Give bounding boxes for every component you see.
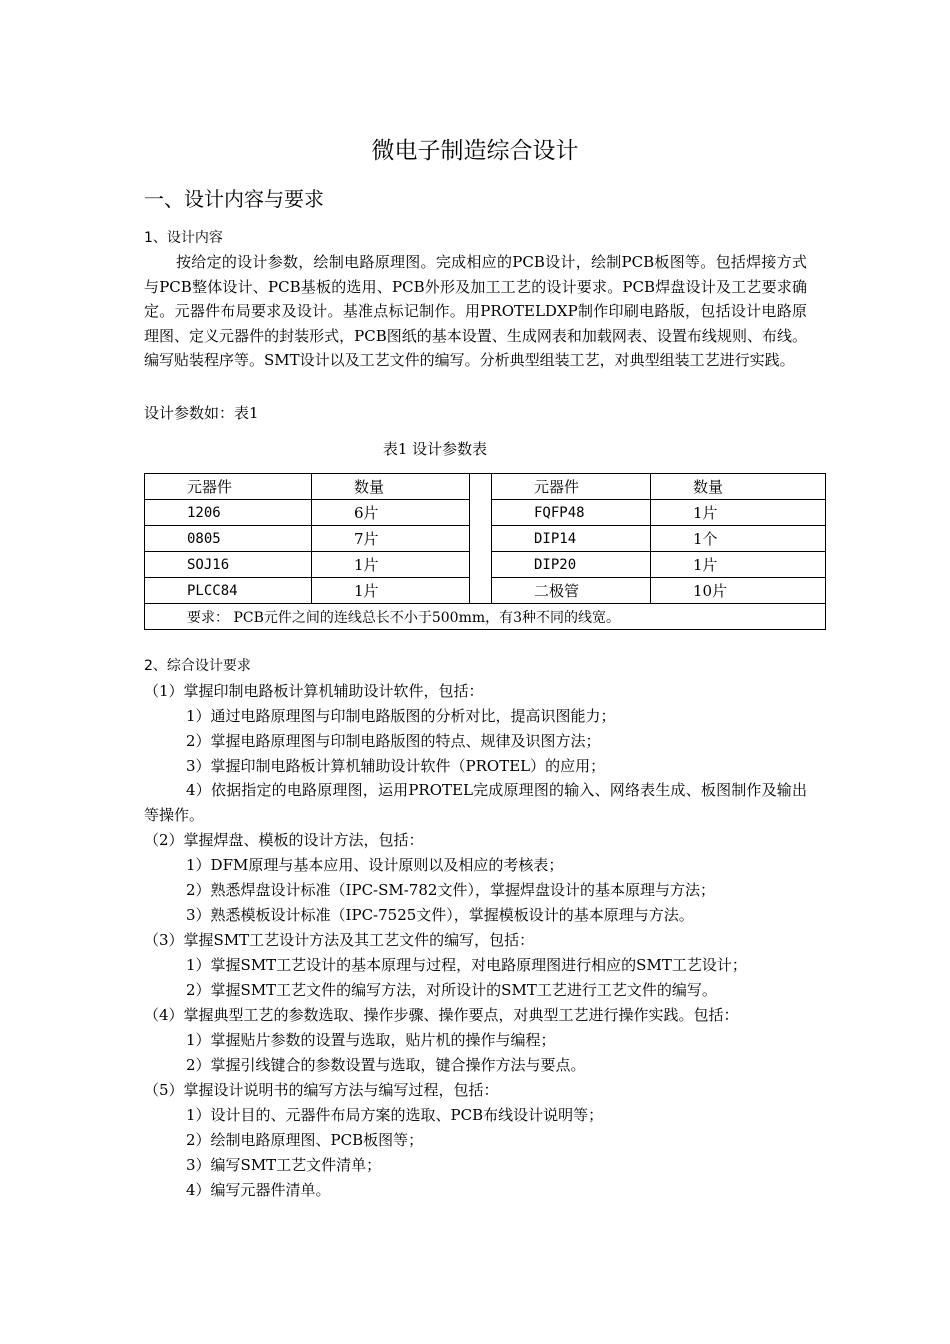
requirement-item: 4）编写元器件清单。 (186, 1181, 331, 1199)
table-cell: 0805 (145, 526, 312, 552)
table-footer-note: 要求： PCB元件之间的连线总长不小于500mm，有3种不同的线宽。 (145, 604, 826, 630)
subsection-heading-requirements: 2、综合设计要求 (144, 658, 251, 674)
design-params-table (144, 473, 826, 630)
table-caption: 表1 设计参数表 (382, 440, 488, 458)
table-header-cell: 元器件 (492, 474, 651, 500)
requirement-item: 2）熟悉焊盘设计标准（IPC-SM-782文件），掌握焊盘设计的基本原理与方法； (186, 881, 715, 899)
table-divider-column (470, 474, 492, 604)
requirement-item: 4）依据指定的电路原理图，运用PROTEL完成原理图的输入、网络表生成、板图制作及输出等操作。 (144, 781, 807, 824)
table-footer-row (145, 604, 826, 630)
table-cell: FQFP48 (492, 500, 651, 526)
subsection-heading-design-content: 1、设计内容 (144, 230, 223, 246)
requirement-item: 1）掌握SMT工艺设计的基本原理与过程，对电路原理图进行相应的SMT工艺设计； (186, 956, 747, 974)
table-cell: 1片 (312, 578, 470, 604)
table-cell: 7片 (312, 526, 470, 552)
section-heading: 一、设计内容与要求 (144, 187, 324, 211)
requirement-item: 1）掌握贴片参数的设置与选取，贴片机的操作与编程； (186, 1031, 556, 1049)
requirement-group-title: （1）掌握印制电路板计算机辅助设计软件，包括： (144, 682, 484, 700)
table-cell: 1片 (651, 500, 826, 526)
table-header-cell: 数量 (651, 474, 826, 500)
table-header-cell: 元器件 (145, 474, 312, 500)
requirement-item: 3）编写SMT工艺文件清单； (186, 1156, 382, 1174)
table-cell: 10片 (651, 578, 826, 604)
requirement-item: 3）熟悉模板设计标准（IPC-7525文件），掌握模板设计的基本原理与方法。 (186, 906, 694, 924)
table-cell: 二极管 (492, 578, 651, 604)
requirement-item: 3）掌握印制电路板计算机辅助设计软件（PROTEL）的应用； (186, 757, 606, 775)
design-params-note: 设计参数如：表1 (144, 404, 259, 422)
requirement-item: 2）掌握引线键合的参数设置与选取，键合操作方法与要点。 (186, 1056, 586, 1074)
design-content-paragraph: 按给定的设计参数，绘制电路原理图。完成相应的PCB设计，绘制PCB板图等。包括焊接方式与PCB整体设计、PCB基板的选用、PCB外形及加工工艺的设计要求。PCB焊盘设计及工艺要求确定。元器件布局要求及设计。基准点标记制作。用PROTELDXP制作印刷电路版，包括设计电路原理图、定义元器件的封装形式，PCB图纸的基本设置、生成网表和加载网表、设置布线规则、布线。编写贴装程序等。SMT设计以及工艺文件的编写。分析典型组装工艺，对典型组装工艺进行实践。 (144, 253, 807, 370)
requirement-group-title: （3）掌握SMT工艺设计方法及其工艺文件的编写，包括： (144, 931, 535, 949)
requirement-group-title: （2）掌握焊盘、模板的设计方法，包括： (144, 831, 424, 849)
requirement-item: 2）掌握电路原理图与印制电路版图的特点、规律及识图方法； (186, 732, 601, 750)
table-header-cell: 数量 (312, 474, 470, 500)
table-cell: 1206 (145, 500, 312, 526)
table-cell: DIP20 (492, 552, 651, 578)
requirement-item: 1）通过电路原理图与印制电路版图的分析对比，提高识图能力； (186, 707, 616, 725)
requirement-group-title: （4）掌握典型工艺的参数选取、操作步骤、操作要点，对典型工艺进行操作实践。包括： (144, 1006, 739, 1024)
requirement-item: 2）掌握SMT工艺文件的编写方法，对所设计的SMT工艺进行工艺文件的编写。 (186, 981, 717, 999)
requirement-item: 2）绘制电路原理图、PCB板图等； (186, 1131, 424, 1149)
document-title: 微电子制造综合设计 (371, 138, 579, 164)
requirement-item: 1）DFM原理与基本应用、设计原则以及相应的考核表； (186, 856, 564, 874)
table-cell: DIP14 (492, 526, 651, 552)
table-cell: 6片 (312, 500, 470, 526)
table-cell: 1个 (651, 526, 826, 552)
table-cell: SOJ16 (145, 552, 312, 578)
table-header-row (145, 474, 826, 500)
table-cell: 1片 (651, 552, 826, 578)
table-cell: 1片 (312, 552, 470, 578)
table-cell: PLCC84 (145, 578, 312, 604)
requirement-item: 1）设计目的、元器件布局方案的选取、PCB布线设计说明等； (186, 1106, 604, 1124)
requirement-group-title: （5）掌握设计说明书的编写方法与编写过程，包括： (144, 1081, 499, 1099)
